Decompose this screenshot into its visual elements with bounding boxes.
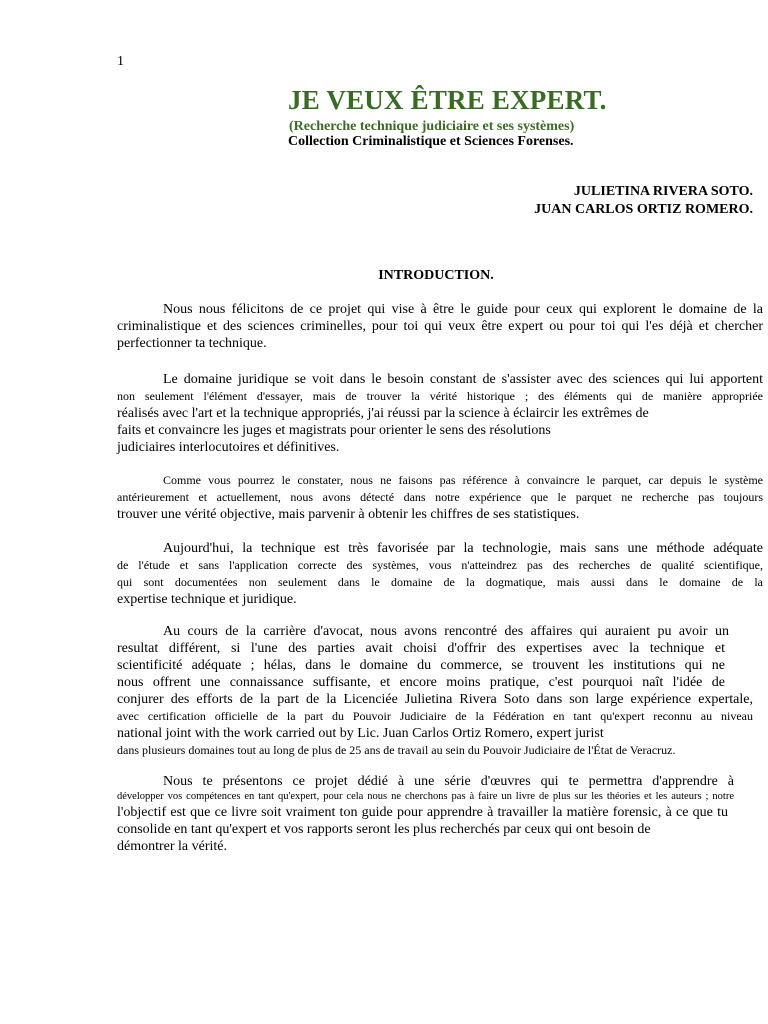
paragraph-line: avec certification officielle de la part du Pouvoir Judiciaire de la Fédération en tant qu'expert reconnu au niveau [117,709,753,723]
paragraph-line: de l'étude et sans l'application correcte des systèmes, vous n'atteindrez pas des recherches de qualité scientifique, [117,558,763,572]
author-name: JULIETINA RIVERA SOTO. [573,184,753,199]
paragraph-line: trouver une vérité objective, mais parvenir à obtenir les chiffres de ses statistiques. [117,507,580,522]
paragraph-line: scientificité adéquate ; hélas, dans le domaine du commerce, se trouvent les institutions qui ne [117,658,725,673]
paragraph [117,540,763,608]
paragraph-line: l'objectif est que ce livre soit vraiment ton guide pour apprendre à travailler la matière forensic, à ce que tu [117,805,728,820]
paragraph [117,472,763,523]
paragraph-line: faits et convaincre les juges et magistrats pour orienter le sens des résolutions [117,423,551,438]
paragraph-line: Nous nous félicitons de ce projet qui vise à être le guide pour ceux qui explorent le domaine de la [163,302,763,317]
paragraph-line: Au cours de la carrière d'avocat, nous avons rencontré des affaires qui auraient pu avoir un [163,624,729,639]
paragraph-line: Le domaine juridique se voit dans le besoin constant de s'assister avec des sciences qui lui apportent [163,372,763,387]
section-heading: INTRODUCTION. [378,268,494,283]
paragraph-line: judiciaires interlocutoires et définitives. [117,440,340,455]
paragraph-line: Nous te présentons ce projet dédié à une série d'œuvres qui te permettra d'apprendre à [163,774,734,789]
paragraph-line: national joint with the work carried out by Lic. Juan Carlos Ortiz Romero, expert jurist [117,726,604,741]
paragraph-line: antérieurement et actuellement, nous avons détecté dans notre expérience que le parquet ne recherche pas toujours [117,490,763,504]
paragraph-line: perfectionner ta technique. [117,336,267,351]
paragraph-line: consolide en tant qu'expert et vos rapports seront les plus recherchés par ceux qui ont besoin de [117,822,651,837]
page-number: 1 [117,54,124,69]
document-title: JE VEUX ÊTRE EXPERT. [288,85,607,115]
paragraph-line: Comme vous pourrez le constater, nous ne faisons pas référence à convaincre le parquet, car depuis le système [163,473,763,487]
paragraph-line: conjurer des efforts de la part de la Licenciée Julietina Rivera Soto dans son large expérience expertale, [117,692,753,707]
paragraph [117,371,763,456]
author-name: JUAN CARLOS ORTIZ ROMERO. [534,202,753,217]
paragraph-line: développer vos compétences en tant qu'expert, pour cela nous ne cherchons pas à faire un livre de plus sur les théories et les auteurs ; notre [117,791,734,802]
paragraph-line: Aujourd'hui, la technique est très favorisée par la technologie, mais sans une méthode adéquate [163,541,763,556]
collection-name: Collection Criminalistique et Sciences Forenses. [288,134,574,149]
paragraph-line: démontrer la vérité. [117,839,228,854]
paragraph-line: dans plusieurs domaines tout au long de plus de 25 ans de travail au sein du Pouvoir Judiciaire de l'État de Veracruz. [117,743,676,757]
paragraph-line: expertise technique et juridique. [117,592,297,607]
paragraph-line: resultat différent, si l'une des parties avait choisi d'offrir des expertises avec la technique et [117,641,725,656]
paragraph-line: réalisés avec l'art et la technique appropriés, j'ai réussi par la science à éclaircir les extrêmes de [117,406,649,421]
paragraph [117,623,763,759]
paragraph-line: non seulement l'élément d'essayer, mais de trouver la vérité historique ; des éléments qui de manière appropriée [117,389,763,403]
paragraph [117,773,763,855]
paragraph-line: qui sont documentées non seulement dans le domaine de la dogmatique, mais aussi dans le domaine de la [117,575,763,589]
paragraph-line: nous offrent une connaissance suffisante, et encore moins pratique, c'est pourquoi naît l'idée de [117,675,725,690]
paragraph-line: criminalistique et des sciences criminelles, pour toi qui veux être expert ou pour toi qui l'es déjà et chercher [117,319,763,334]
paragraph [117,301,763,352]
document-subtitle: (Recherche technique judiciaire et ses systèmes) [289,119,575,134]
